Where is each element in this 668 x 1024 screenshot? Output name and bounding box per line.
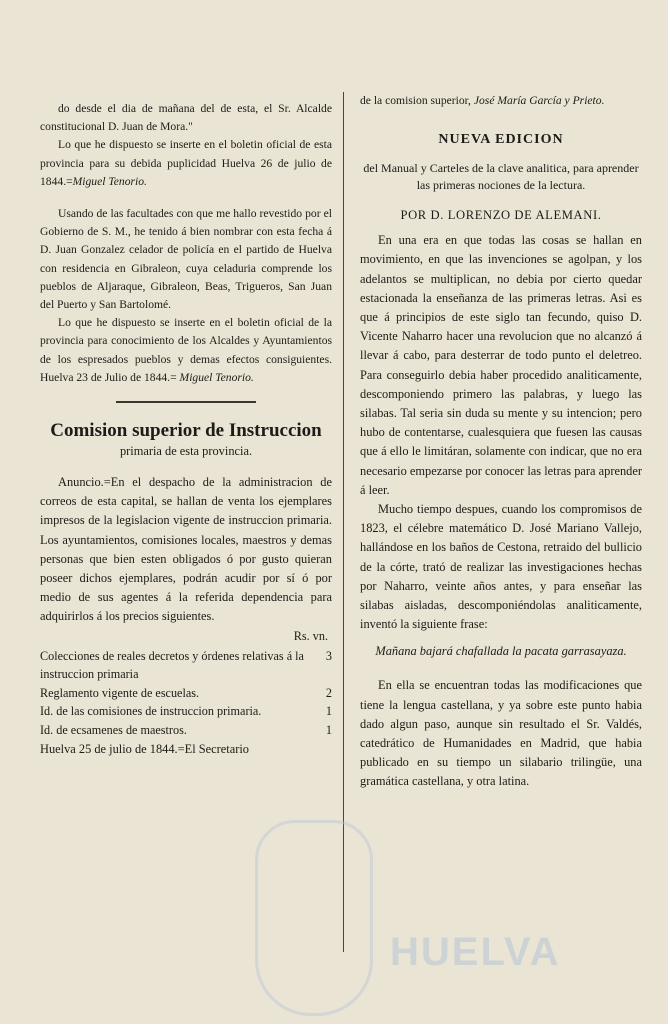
article-author: POR D. LORENZO DE ALEMANI.: [400, 208, 602, 223]
section-separator: [116, 401, 256, 403]
left-paragraph-4-text: Lo que he dispuesto se inserte en el boletin oficial de la provincia para conocimiento de los Alcaldes y Ayuntamientos de los espresados pueblos y demas efectos consiguientes. Huelva 23 de Julio de 1844.=: [40, 316, 332, 384]
left-paragraph-4: [40, 314, 332, 387]
closing-line: Huelva 25 de julio de 1844.=El Secretario: [40, 741, 249, 756]
price-item-value: 2: [325, 685, 332, 700]
left-column: [40, 100, 332, 759]
huelva-watermark: HUELVA: [390, 930, 561, 974]
article-subtitle: del Manual y Carteles de la clave analitica, para aprender las primeras nociones de la lectura.: [363, 161, 639, 193]
price-list: [40, 647, 332, 740]
right-signature: José María García y Prieto.: [473, 94, 605, 107]
price-item-label: Colecciones de reales decretos y órdenes relativas á la instruccion primaria: [40, 648, 304, 682]
price-row: [40, 684, 332, 703]
price-item-label: Reglamento vigente de escuelas.: [40, 685, 200, 700]
section-subheading: primaria de esta provincia.: [119, 444, 253, 459]
left-signature-1: Miguel Tenorio.: [72, 174, 147, 188]
right-continuation: [360, 92, 642, 110]
anuncio-paragraph: Anuncio.=En el despacho de la administracion de correos de esta capital, se hallan de venta los ejemplares impresos de la legislacion vigente de instruccion primaria. Los ayuntamientos, comisiones locales, maestros y demas personas que bien esten obligados ó por gusto quieran poseer dichos ejemplares, podrán acudir por sí ó por medio de sus agentes á la referida dependencia para adquirirlos á los precios siguientes.: [40, 475, 332, 624]
spacer: [40, 191, 332, 205]
archive-seal-watermark: [255, 820, 373, 1016]
section-heading: Comision superior de Instruccion: [50, 420, 322, 442]
right-continuation-text: de la comision superior,: [360, 94, 471, 107]
right-column: [360, 92, 642, 792]
price-item-value: 1: [325, 704, 332, 719]
price-row: [40, 702, 332, 721]
left-paragraph-1: do desde el dia de mañana del de esta, el Sr. Alcalde constitucional D. Juan de Mora.": [40, 102, 332, 134]
price-item-label: Id. de las comisiones de instruccion primaria.: [40, 704, 262, 719]
price-item-value: 1: [325, 723, 332, 738]
currency-label: Rs. vn.: [293, 628, 328, 643]
example-phrase: Mañana bajará chafallada la pacata garrasayaza.: [375, 644, 627, 659]
price-item-label: Id. de ecsamenes de maestros.: [40, 723, 187, 738]
price-row: [40, 721, 332, 740]
right-paragraph-2: Mucho tiempo despues, cuando los compromisos de 1823, el célebre matemático D. José Mariano Vallejo, hallándose en los baños de Cestona, retraido del bullicio de la córte, trató de realizar las investigaciones hechas por Naharro, veinte años antes, y para enseñar las silabas aisladas, descomponiéndolas analiticamente, inventó la siguiente frase:: [360, 502, 642, 632]
price-item-value: 3: [325, 648, 332, 663]
left-signature-2: Miguel Tenorio.: [179, 370, 254, 384]
price-row: [40, 647, 332, 684]
left-paragraph-2-text: Lo que he dispuesto se inserte en el boletin oficial de esta provincia para su debida puplicidad Huelva 26 de julio de 1844.=: [40, 138, 332, 188]
article-title: NUEVA EDICION: [438, 132, 564, 148]
left-paragraph-3: Usando de las facultades con que me hallo revestido por el Gobierno de S. M., he tenido á bien nombrar con esta fecha á D. Juan Gonzalez celador de policía en el partido de Huelva con residencia en Gibraleon, cuya celaduria comprende los pueblos de Aljaraque, Gibraleon, Beas, Trigueros, San Juan del Puerto y San Bartolomé.: [40, 207, 332, 312]
right-paragraph-3: En ella se encuentran todas las modificaciones que tiene la lengua castellana, y ya sobre este punto habia dado algun paso, aunque sin resultado el Sr. Valdés, catedrático de Humanidades en Madrid, que habia publicado en su tiempo un silabario trilingüe, una gramática castellana, y otra latina.: [360, 678, 642, 789]
left-paragraph-2: [40, 136, 332, 191]
right-paragraph-1: En una era en que todas las cosas se hallan en movimiento, en que las invenciones se agolpan, y los adelantos se multiplican, no debia por cierto quedar estacionada la enseñanza de las primeras letras. Asi es que á principios de este siglo tan fecundo, quiso D. Vicente Naharro hacer una revolucion que no alcanzó á llevar á cabo, para desterrar de todo punto el deletreo. Para conseguirlo debia haber procedido analiticamente, descomponiendo primero las palabras, y luego las silabas. Tal seria sin duda su mente y su intencion; pero hubo de contentarse, cualesquiera que fuesen las causas que á ello le limitáran, solamente con indicar, que no era necesario empezarse por conocer las letras para aprender á leer.: [360, 233, 642, 497]
